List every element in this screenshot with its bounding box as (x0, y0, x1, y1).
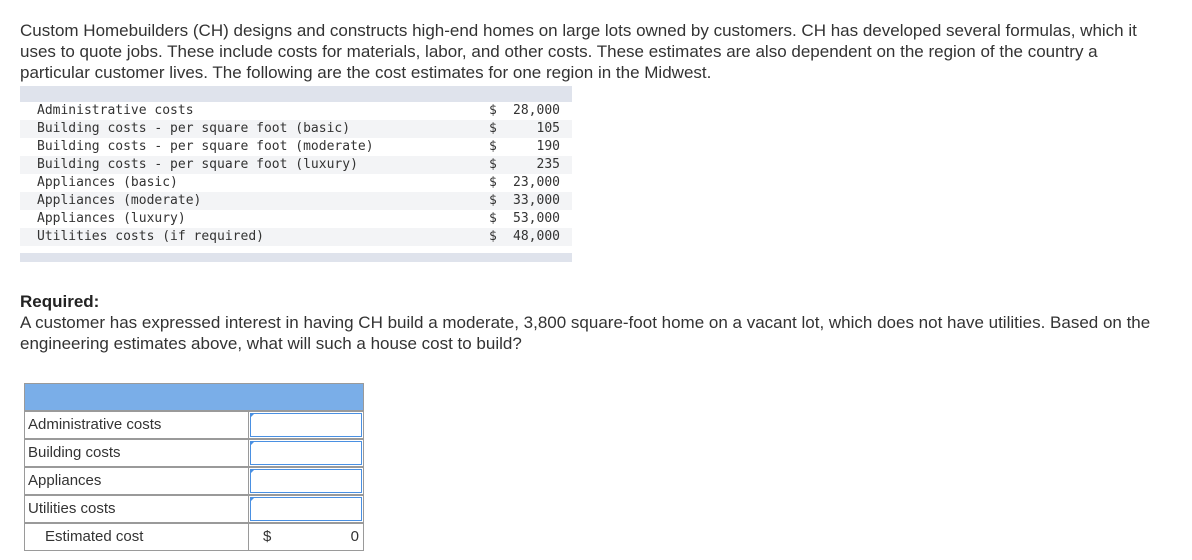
estimated-cost-value: 0 (350, 528, 359, 545)
currency-symbol: $ (489, 175, 497, 190)
currency-symbol: $ (489, 229, 497, 244)
cost-row-building-luxury (20, 156, 572, 174)
cost-row-appliances-luxury (20, 210, 572, 228)
currency-symbol: $ (489, 211, 497, 226)
cost-label: Building costs - per square foot (luxury) (37, 157, 358, 172)
cost-estimates-table (20, 86, 572, 262)
cost-amount: 105 (536, 121, 560, 136)
building-costs-input[interactable] (250, 441, 362, 465)
intro-paragraph: Custom Homebuilders (CH) designs and constructs high-end homes on large lots owned by customers. CH has developed several formulas, which it uses to quote jobs. These include costs for materials, labor, and other costs. These estimates are also dependent on the region of the country a particular customer lives. The following are the cost estimates for one region in the Midwest. (20, 21, 1137, 82)
cost-amount: 235 (536, 157, 560, 172)
cost-label: Appliances (luxury) (37, 211, 186, 226)
input-corner-marker (250, 469, 255, 474)
cost-row-appliances-moderate (20, 192, 572, 210)
answer-row-estimated-cost (24, 523, 364, 551)
answer-row-administrative (24, 411, 364, 439)
answer-table-header (24, 383, 364, 411)
answer-row-building (24, 439, 364, 467)
cost-amount: 23,000 (513, 175, 560, 190)
utilities-costs-input[interactable] (250, 497, 362, 521)
cost-amount: 53,000 (513, 211, 560, 226)
cost-label: Appliances (moderate) (37, 193, 202, 208)
cost-label: Building costs - per square foot (basic) (37, 121, 351, 136)
cost-label: Utilities costs (if required) (37, 229, 264, 244)
answer-row-label: Utilities costs (24, 495, 251, 523)
cost-label: Building costs - per square foot (moderate) (37, 139, 374, 154)
currency-symbol: $ (489, 139, 497, 154)
currency-symbol: $ (489, 121, 497, 136)
currency-symbol: $ (489, 103, 497, 118)
cost-label: Appliances (basic) (37, 175, 178, 190)
currency-symbol: $ (489, 157, 497, 172)
currency-symbol: $ (263, 528, 272, 545)
cost-rows (20, 102, 572, 246)
answer-cell (248, 439, 364, 467)
cost-amount: 33,000 (513, 193, 560, 208)
answer-cell (248, 467, 364, 495)
answer-row-utilities (24, 495, 364, 523)
appliances-input[interactable] (250, 469, 362, 493)
cost-amount: 48,000 (513, 229, 560, 244)
input-corner-marker (250, 413, 255, 418)
input-corner-marker (250, 441, 255, 446)
answer-row-label: Administrative costs (24, 411, 251, 439)
table-band-top (20, 86, 572, 102)
cost-label: Administrative costs (37, 103, 194, 118)
answer-row-appliances (24, 467, 364, 495)
estimated-cost-label: Estimated cost (24, 523, 251, 551)
answer-row-label: Appliances (24, 467, 251, 495)
estimated-cost-cell (248, 523, 364, 551)
answer-cell (248, 411, 364, 439)
cost-amount: 190 (536, 139, 560, 154)
cost-amount: 28,000 (513, 103, 560, 118)
input-corner-marker (250, 497, 255, 502)
answer-cell (248, 495, 364, 523)
answer-table (24, 383, 364, 551)
cost-row-building-moderate (20, 138, 572, 156)
cost-row-building-basic (20, 120, 572, 138)
cost-row-administrative (20, 102, 572, 120)
table-band-bottom (20, 253, 572, 262)
cost-row-utilities (20, 228, 572, 246)
administrative-costs-input[interactable] (250, 413, 362, 437)
answer-row-label: Building costs (24, 439, 251, 467)
required-title: Required: (20, 292, 100, 311)
currency-symbol: $ (489, 193, 497, 208)
cost-row-appliances-basic (20, 174, 572, 192)
required-section (20, 291, 1170, 354)
required-question: A customer has expressed interest in having CH build a moderate, 3,800 square-foot home on a vacant lot, which does not have utilities. Based on the engineering estimates above, what will such a house cost to build? (20, 313, 1151, 353)
